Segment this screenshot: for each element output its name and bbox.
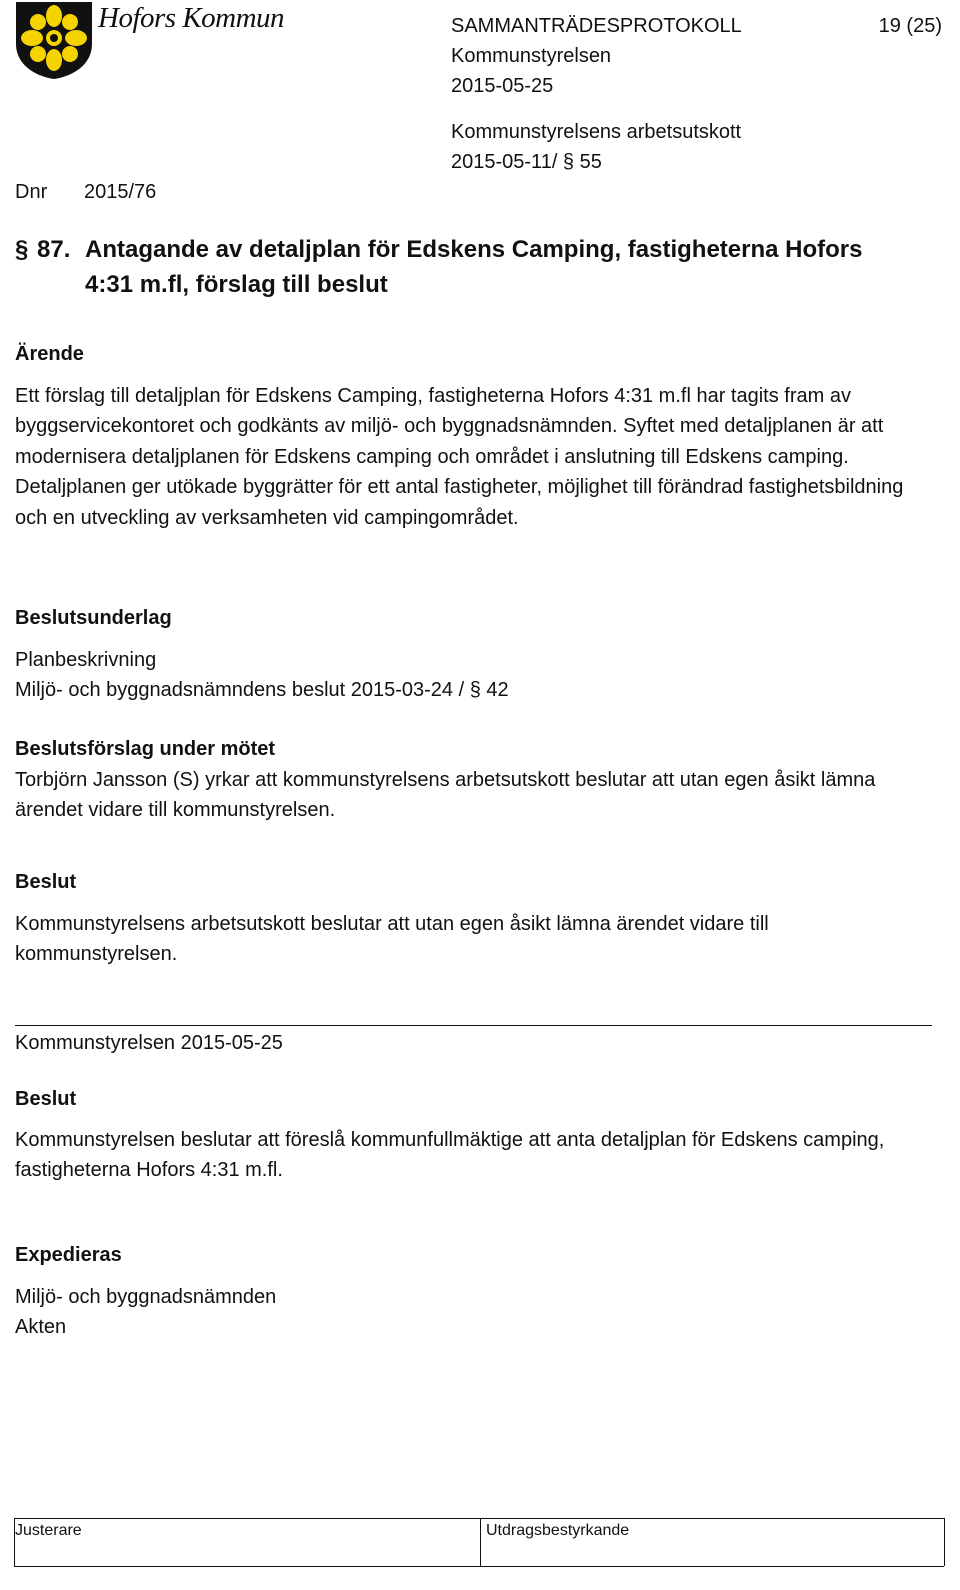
- beslut-au-heading: Beslut: [15, 871, 77, 893]
- ks-date-line: Kommunstyrelsen 2015-05-25: [15, 1032, 283, 1054]
- section-title-line2: 4:31 m.fl, förslag till beslut: [85, 271, 388, 298]
- beslutsunderlag-item: Miljö- och byggnadsnämndens beslut 2015-03-24 / § 42: [15, 679, 509, 701]
- meeting-date: 2015-05-25: [451, 75, 554, 97]
- brand-name: Hofors Kommun: [98, 2, 285, 34]
- committee-name: Kommunstyrelsens arbetsutskott: [451, 121, 742, 143]
- body-name: Kommunstyrelsen: [451, 45, 612, 67]
- dnr-value: 2015/76: [84, 181, 157, 203]
- footer-utdragsbestyrkande: Utdragsbestyrkande: [486, 1522, 630, 1539]
- dnr-label: Dnr: [15, 181, 48, 203]
- ks-beslut-heading: Beslut: [15, 1088, 77, 1110]
- beslutsforslag-text: Torbjörn Jansson (S) yrkar att kommunstyrelsens arbetsutskott beslutar att utan egen åsikt lämna ärendet vidare till kommunstyrelsen.: [15, 769, 876, 822]
- section-number: 87.: [37, 236, 71, 263]
- beslut-au-text: Kommunstyrelsens arbetsutskott beslutar att utan egen åsikt lämna ärendet vidare till kommunstyrelsen.: [15, 913, 769, 966]
- expedieras-item: Miljö- och byggnadsnämnden: [15, 1286, 277, 1308]
- section-divider: [15, 1025, 932, 1026]
- footer-right-rule: [944, 1518, 945, 1566]
- footer-middle-rule: [480, 1518, 481, 1566]
- expedieras-item: Akten: [15, 1316, 67, 1338]
- footer-justerare: Justerare: [15, 1522, 82, 1539]
- beslutsunderlag-item: Planbeskrivning: [15, 649, 157, 671]
- beslutsforslag-heading: Beslutsförslag under mötet: [15, 738, 276, 760]
- hofors-coat-of-arms-icon: [14, 0, 94, 80]
- ks-beslut-text: Kommunstyrelsen beslutar att föreslå kommunfullmäktige att anta detaljplan för Edskens camping, fastigheterna Hofors 4:31 m.fl.: [15, 1129, 885, 1182]
- section-symbol: §: [15, 236, 29, 263]
- section-title-line1: Antagande av detaljplan för Edskens Camping, fastigheterna Hofors: [85, 236, 863, 263]
- beslutsunderlag-heading: Beslutsunderlag: [15, 607, 172, 629]
- protocol-title: SAMMANTRÄDESPROTOKOLL: [451, 15, 742, 37]
- arende-text: Ett förslag till detaljplan för Edskens Camping, fastigheterna Hofors 4:31 m.fl har tagits fram av byggservicekontoret och godkänts av miljö- och byggnadsnämnden. Syftet med detaljplanen är att modernisera detaljplanen för Edskens camping och området i anslutning till Edskens camping. Detaljplanen ger utökade byggrätter för ett antal fastigheter, möjlighet till förändrad fastighetsbildning och en utveckling av verksamheten vid campingområdet.: [15, 385, 904, 529]
- footer-left-rule: [14, 1518, 15, 1566]
- page-number: 19 (25): [878, 15, 942, 37]
- arende-heading: Ärende: [15, 343, 84, 365]
- committee-reference: 2015-05-11/ § 55: [451, 151, 602, 173]
- footer-top-rule: [14, 1518, 944, 1519]
- expedieras-heading: Expedieras: [15, 1244, 122, 1266]
- footer-bottom-rule: [14, 1566, 944, 1567]
